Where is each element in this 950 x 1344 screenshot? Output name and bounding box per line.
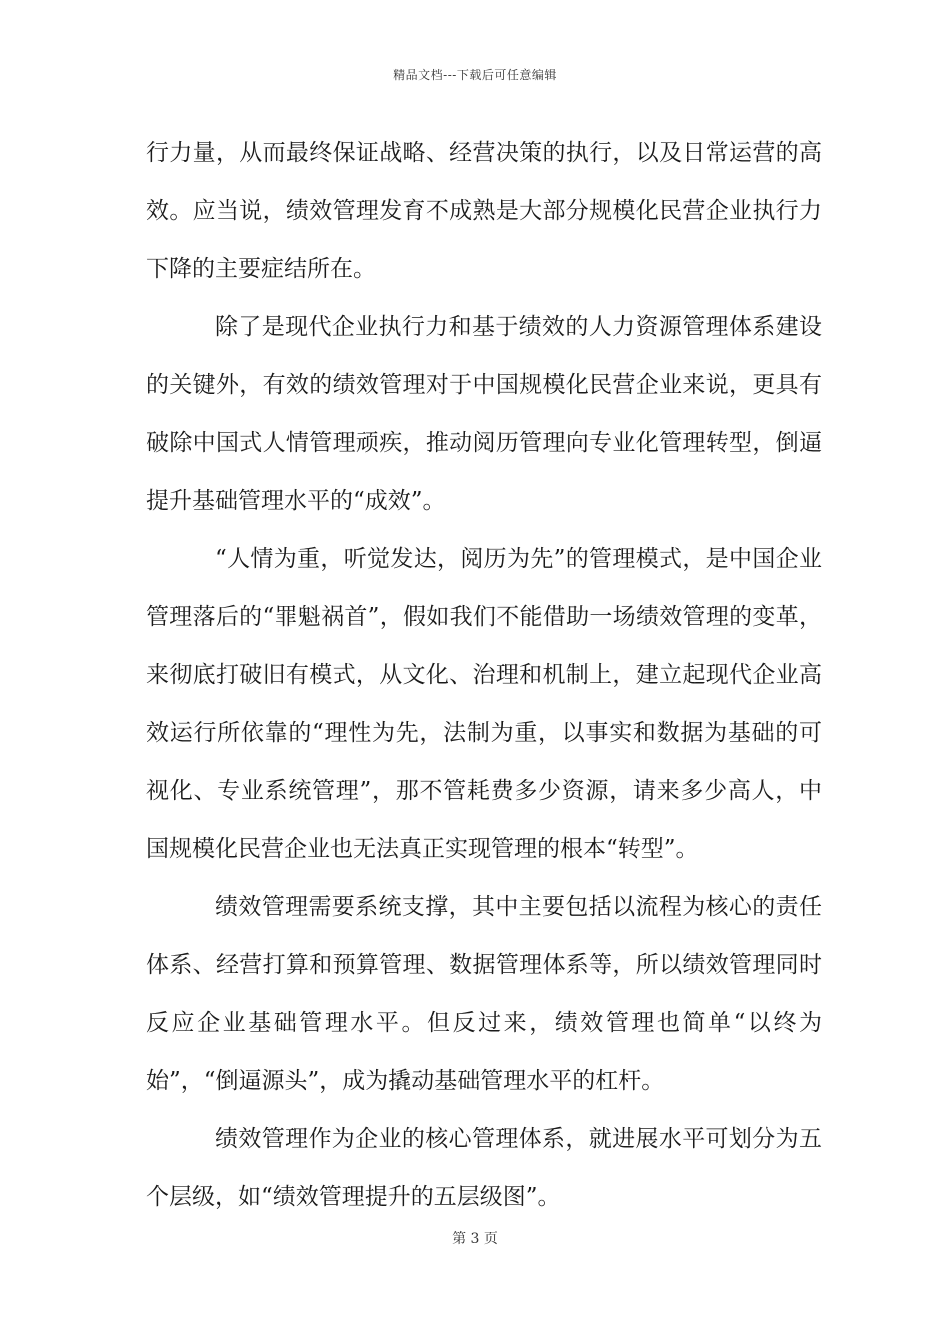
page-number: 第 3 页: [452, 1231, 498, 1247]
paragraph-5: 绩效管理作为企业的核心管理体系，就进展水平可划分为五个层级，如“绩效管理提升的五层级图”。: [146, 1126, 822, 1210]
page-header: 精品文档---下载后可任意编辑: [393, 68, 557, 82]
paragraph-3: “人情为重，听觉发达，阅历为先”的管理模式，是中国企业管理落后的“罪魁祸首”，假如我们不能借助一场绩效管理的变革，来彻底打破旧有模式，从文化、治理和机制上，建立起现代企业高效运行所依靠的“理性为先，法制为重，以事实和数据为基础的可视化、专业系统管理”，那不管耗费多少资源，请来多少高人，中国规模化民营企业也无法真正实现管理的根本“转型”。: [146, 546, 822, 862]
paragraph-2: 除了是现代企业执行力和基于绩效的人力资源管理体系建设的关键外，有效的绩效管理对于中国规模化民营企业来说，更具有破除中国式人情管理顽疾，推动阅历管理向专业化管理转型，倒逼提升基础管理水平的“成效”。: [146, 314, 822, 514]
paragraph-1: 行力量，从而最终保证战略、经营决策的执行，以及日常运营的高效。应当说，绩效管理发育不成熟是大部分规模化民营企业执行力下降的主要症结所在。: [146, 140, 822, 282]
document-body: [146, 124, 822, 1226]
paragraph-4: 绩效管理需要系统支撑，其中主要包括以流程为核心的责任体系、经营打算和预算管理、数据管理体系等，所以绩效管理同时反应企业基础管理水平。但反过来，绩效管理也简单“以终为始”，“倒逼源头”，成为撬动基础管理水平的杠杆。: [146, 894, 822, 1094]
